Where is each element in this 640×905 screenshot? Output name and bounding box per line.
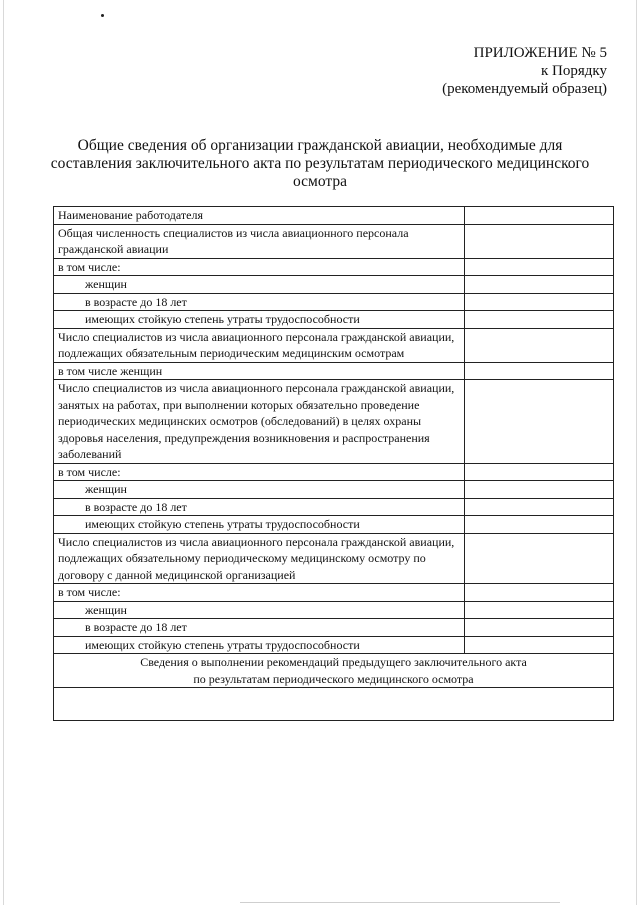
- women-label-3: женщин: [54, 601, 465, 619]
- table-row: [54, 463, 614, 481]
- recommendations-value[interactable]: [54, 688, 614, 721]
- under-18-value-3[interactable]: [465, 619, 614, 637]
- table-row: [54, 636, 614, 654]
- title-line-3: осмотра: [293, 173, 347, 190]
- including-value[interactable]: [465, 258, 614, 276]
- recommendations-heading-line-2: по результатам периодического медицинского осмотра: [193, 671, 474, 686]
- info-table: [53, 206, 614, 721]
- table-row: [54, 619, 614, 637]
- mandatory-work-label: Число специалистов из числа авиационного персонала гражданской авиации, занятых на работах, при выполнении которых обязательно проведение периодических медицинских осмотров (обследований) в целях охраны здоровья населения, предупреждения возникновения и распространения заболеваний: [54, 380, 465, 464]
- document-title: [40, 137, 600, 191]
- title-line-2: составления заключительного акта по результатам периодического медицинского: [50, 155, 590, 172]
- table-row: [54, 380, 614, 464]
- disability-value-3[interactable]: [465, 636, 614, 654]
- including-women-value[interactable]: [465, 362, 614, 380]
- under-18-label: в возрасте до 18 лет: [54, 293, 465, 311]
- table-row: [54, 584, 614, 602]
- periodic-exam-label: Число специалистов из числа авиационного персонала гражданской авиации, подлежащих обязательным периодическим медицинским осмотрам: [54, 328, 465, 362]
- table-row: [54, 207, 614, 225]
- scan-dot: [101, 14, 104, 17]
- contract-exam-value[interactable]: [465, 533, 614, 584]
- total-specialists-label: Общая численность специалистов из числа авиационного персонала гражданской авиации: [54, 224, 465, 258]
- table-row: [54, 293, 614, 311]
- title-line-1: Общие сведения об организации гражданской авиации, необходимые для: [77, 137, 563, 154]
- disability-value[interactable]: [465, 311, 614, 329]
- appendix-number: ПРИЛОЖЕНИЕ № 5: [473, 45, 607, 61]
- table-row: [54, 516, 614, 534]
- table-row: [54, 601, 614, 619]
- under-18-value-2[interactable]: [465, 498, 614, 516]
- women-label-2: женщин: [54, 481, 465, 499]
- contract-exam-label: Число специалистов из числа авиационного персонала гражданской авиации, подлежащих обязательному периодическому медицинскому осмотру по договору с данной медицинской организацией: [54, 533, 465, 584]
- mandatory-work-value[interactable]: [465, 380, 614, 464]
- including-value-2[interactable]: [465, 463, 614, 481]
- table-row: [54, 533, 614, 584]
- periodic-exam-value[interactable]: [465, 328, 614, 362]
- table-row: [54, 688, 614, 721]
- table-row: [54, 498, 614, 516]
- disability-value-2[interactable]: [465, 516, 614, 534]
- recommendations-heading: [54, 654, 614, 688]
- table-row: [54, 224, 614, 258]
- women-value-3[interactable]: [465, 601, 614, 619]
- including-label: в том числе:: [54, 258, 465, 276]
- women-label: женщин: [54, 276, 465, 294]
- table-row: [54, 362, 614, 380]
- disability-label: имеющих стойкую степень утраты трудоспособности: [54, 311, 465, 329]
- scan-bottom-edge: [240, 902, 560, 903]
- table-row: [54, 328, 614, 362]
- recommendations-heading-line-1: Сведения о выполнении рекомендаций предыдущего заключительного акта: [140, 655, 527, 669]
- under-18-value[interactable]: [465, 293, 614, 311]
- page-edge-right: [636, 0, 637, 905]
- appendix-header: [442, 44, 607, 98]
- under-18-label-2: в возрасте до 18 лет: [54, 498, 465, 516]
- table-row: [54, 654, 614, 688]
- employer-name-value[interactable]: [465, 207, 614, 225]
- table-row: [54, 258, 614, 276]
- appendix-note: (рекомендуемый образец): [442, 81, 607, 97]
- employer-name-label: Наименование работодателя: [54, 207, 465, 225]
- appendix-reference: к Порядку: [541, 63, 607, 79]
- including-label-3: в том числе:: [54, 584, 465, 602]
- under-18-label-3: в возрасте до 18 лет: [54, 619, 465, 637]
- table-row: [54, 311, 614, 329]
- women-value-2[interactable]: [465, 481, 614, 499]
- including-label-2: в том числе:: [54, 463, 465, 481]
- page-edge-left: [3, 0, 4, 905]
- disability-label-3: имеющих стойкую степень утраты трудоспособности: [54, 636, 465, 654]
- women-value[interactable]: [465, 276, 614, 294]
- table-row: [54, 276, 614, 294]
- table-row: [54, 481, 614, 499]
- disability-label-2: имеющих стойкую степень утраты трудоспособности: [54, 516, 465, 534]
- including-value-3[interactable]: [465, 584, 614, 602]
- total-specialists-value[interactable]: [465, 224, 614, 258]
- including-women-label: в том числе женщин: [54, 362, 465, 380]
